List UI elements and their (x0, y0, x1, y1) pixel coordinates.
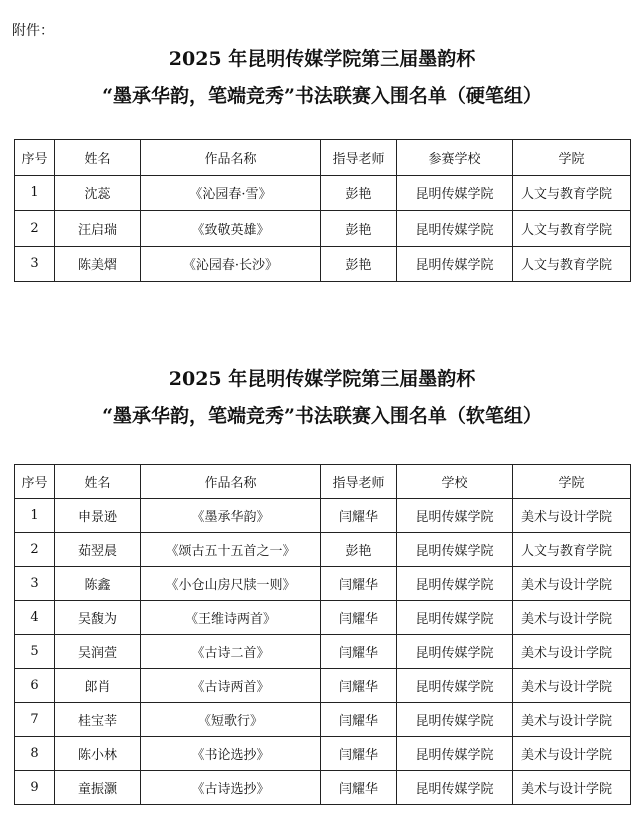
cell-instructor: 闫耀华 (321, 635, 397, 669)
cell-college: 人文与教育学院 (513, 175, 631, 211)
cell-index: 8 (15, 737, 55, 771)
cell-college: 美术与设计学院 (513, 703, 631, 737)
header-cell: 指导老师 (321, 465, 397, 499)
header-cell: 指导老师 (321, 140, 397, 176)
cell-name: 吴润萱 (55, 635, 141, 669)
cell-index: 2 (15, 533, 55, 567)
cell-work-title: 《致敬英雄》 (141, 211, 321, 247)
cell-index: 7 (15, 703, 55, 737)
cell-instructor: 闫耀华 (321, 601, 397, 635)
cell-index: 3 (15, 246, 55, 282)
cell-work-title: 《墨承华韵》 (141, 499, 321, 533)
table-row (15, 703, 631, 737)
header-cell: 学院 (513, 140, 631, 176)
cell-school: 昆明传媒学院 (397, 737, 513, 771)
cell-name: 陈美熠 (55, 246, 141, 282)
cell-school: 昆明传媒学院 (397, 175, 513, 211)
cell-instructor: 彭艳 (321, 211, 397, 247)
cell-work-title: 《颂古五十五首之一》 (141, 533, 321, 567)
cell-index: 3 (15, 567, 55, 601)
table-row (15, 246, 631, 282)
header-cell: 参赛学校 (397, 140, 513, 176)
cell-index: 4 (15, 601, 55, 635)
cell-index: 2 (15, 211, 55, 247)
section1-title-line2: “墨承华韵，笔端竞秀”书法联赛入围名单（硬笔组） (102, 85, 542, 107)
header-cell: 作品名称 (141, 465, 321, 499)
cell-instructor: 闫耀华 (321, 669, 397, 703)
table-row (15, 175, 631, 211)
cell-college: 人文与教育学院 (513, 533, 631, 567)
cell-work-title: 《古诗选抄》 (141, 771, 321, 805)
hard-pen-finalist-table (14, 139, 631, 282)
table-row (15, 601, 631, 635)
cell-work-title: 《书论选抄》 (141, 737, 321, 771)
cell-school: 昆明传媒学院 (397, 771, 513, 805)
cell-college: 美术与设计学院 (513, 567, 631, 601)
cell-college: 人文与教育学院 (513, 211, 631, 247)
table-row (15, 211, 631, 247)
table-row (15, 533, 631, 567)
cell-name: 沈蕊 (55, 175, 141, 211)
cell-school: 昆明传媒学院 (397, 211, 513, 247)
cell-school: 昆明传媒学院 (397, 635, 513, 669)
cell-instructor: 闫耀华 (321, 771, 397, 805)
header-cell: 姓名 (55, 140, 141, 176)
cell-college: 美术与设计学院 (513, 669, 631, 703)
cell-college: 美术与设计学院 (513, 601, 631, 635)
cell-index: 1 (15, 175, 55, 211)
cell-college: 美术与设计学院 (513, 499, 631, 533)
soft-brush-finalist-table (14, 464, 631, 805)
cell-name: 郎肖 (55, 669, 141, 703)
header-cell: 学院 (513, 465, 631, 499)
cell-instructor: 闫耀华 (321, 499, 397, 533)
section1-title-line1: 2025 年昆明传媒学院第三届墨韵杯 (168, 48, 476, 70)
cell-instructor: 闫耀华 (321, 567, 397, 601)
cell-school: 昆明传媒学院 (397, 703, 513, 737)
cell-name: 桂宝莘 (55, 703, 141, 737)
section2-title-line1: 2025 年昆明传媒学院第三届墨韵杯 (168, 368, 476, 390)
cell-instructor: 彭艳 (321, 246, 397, 282)
cell-work-title: 《古诗二首》 (141, 635, 321, 669)
header-cell: 学校 (397, 465, 513, 499)
cell-school: 昆明传媒学院 (397, 246, 513, 282)
cell-work-title: 《王维诗两首》 (141, 601, 321, 635)
cell-name: 汪启瑞 (55, 211, 141, 247)
cell-work-title: 《短歌行》 (141, 703, 321, 737)
cell-college: 人文与教育学院 (513, 246, 631, 282)
cell-name: 吴馥为 (55, 601, 141, 635)
table-row (15, 499, 631, 533)
cell-school: 昆明传媒学院 (397, 499, 513, 533)
cell-college: 美术与设计学院 (513, 771, 631, 805)
cell-college: 美术与设计学院 (513, 635, 631, 669)
cell-index: 5 (15, 635, 55, 669)
cell-instructor: 闫耀华 (321, 703, 397, 737)
attachment-label: 附件： (12, 23, 54, 39)
table-row (15, 737, 631, 771)
table-row (15, 635, 631, 669)
cell-name: 童振灏 (55, 771, 141, 805)
table-row (15, 669, 631, 703)
cell-work-title: 《小仓山房尺牍一则》 (141, 567, 321, 601)
cell-index: 1 (15, 499, 55, 533)
table-header-row (15, 465, 631, 499)
header-cell: 序号 (15, 465, 55, 499)
table-row (15, 567, 631, 601)
cell-name: 申景逊 (55, 499, 141, 533)
cell-instructor: 闫耀华 (321, 737, 397, 771)
table-row (15, 771, 631, 805)
cell-name: 陈鑫 (55, 567, 141, 601)
cell-instructor: 彭艳 (321, 533, 397, 567)
cell-name: 陈小林 (55, 737, 141, 771)
cell-college: 美术与设计学院 (513, 737, 631, 771)
cell-school: 昆明传媒学院 (397, 533, 513, 567)
section2-title-line2: “墨承华韵，笔端竞秀”书法联赛入围名单（软笔组） (102, 405, 542, 427)
header-cell: 姓名 (55, 465, 141, 499)
cell-work-title: 《沁园春·长沙》 (141, 246, 321, 282)
cell-name: 茹翌晨 (55, 533, 141, 567)
cell-index: 6 (15, 669, 55, 703)
cell-work-title: 《沁园春·雪》 (141, 175, 321, 211)
header-cell: 作品名称 (141, 140, 321, 176)
cell-school: 昆明传媒学院 (397, 669, 513, 703)
cell-work-title: 《古诗两首》 (141, 669, 321, 703)
cell-school: 昆明传媒学院 (397, 601, 513, 635)
cell-index: 9 (15, 771, 55, 805)
table-header-row (15, 140, 631, 176)
header-cell: 序号 (15, 140, 55, 176)
cell-school: 昆明传媒学院 (397, 567, 513, 601)
cell-instructor: 彭艳 (321, 175, 397, 211)
